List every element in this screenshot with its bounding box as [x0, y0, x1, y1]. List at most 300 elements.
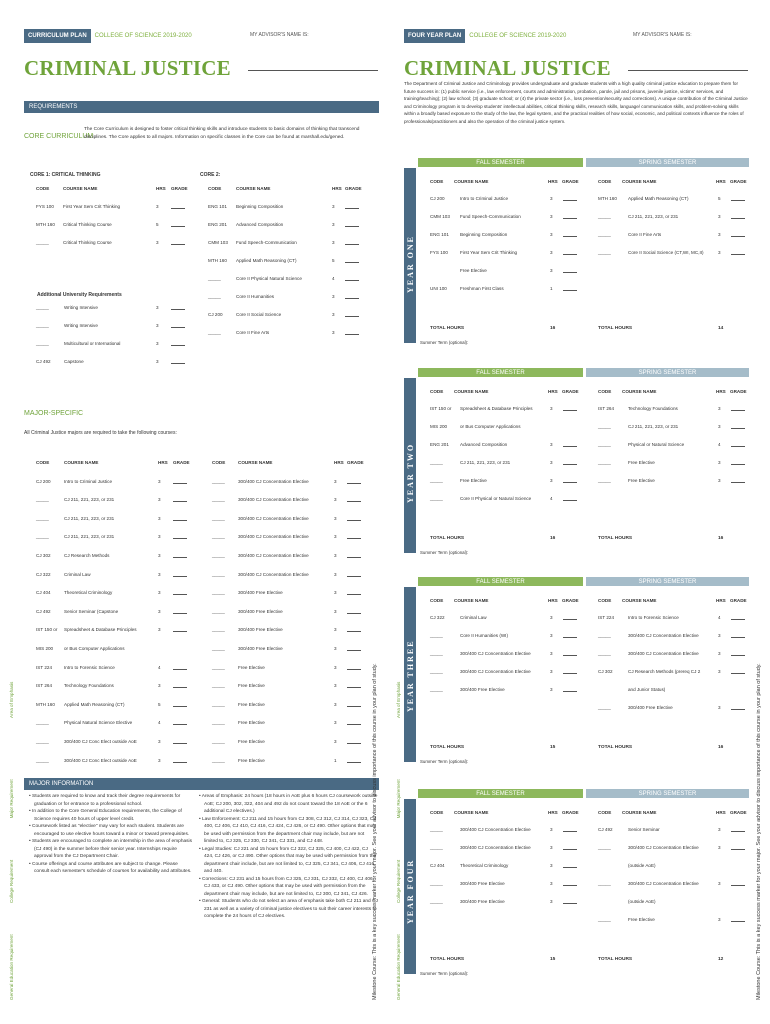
grade-field[interactable] — [731, 214, 745, 219]
course-hours: 3 — [550, 196, 553, 201]
grade-field[interactable] — [563, 827, 577, 832]
course-hours: 3 — [158, 683, 161, 689]
course-hours: 3 — [334, 739, 337, 744]
grade-field[interactable] — [173, 739, 187, 744]
course-hours: 3 — [550, 478, 553, 483]
major-info-bar: MAJOR INFORMATION — [24, 778, 379, 790]
table-row — [36, 204, 186, 212]
course-name: Writing Intensive — [64, 323, 98, 328]
grade-field[interactable] — [731, 250, 745, 255]
header-col_course: COURSE NAME — [454, 389, 489, 394]
summer-term-label: Summer Term (optional): — [420, 340, 469, 345]
course-code: CJ 302 — [598, 669, 613, 674]
course-hours: 3 — [158, 515, 161, 521]
plan-row — [588, 705, 748, 713]
course-hours: 3 — [718, 845, 721, 850]
course-name: Theoretical Criminology — [460, 863, 509, 868]
course-code: IST 224 — [36, 664, 53, 670]
header-col_code: CODE — [36, 186, 50, 191]
table-row — [36, 739, 204, 747]
course-name: 300/400 CJ Concentration Elective — [238, 497, 309, 503]
course-hours: 3 — [156, 359, 159, 364]
grade-field[interactable] — [171, 204, 185, 209]
plan-row — [420, 406, 580, 414]
grade-field[interactable] — [347, 479, 361, 484]
grade-field[interactable] — [347, 534, 361, 539]
course-name: Multicultural or International — [64, 341, 121, 346]
table-row — [208, 312, 373, 320]
course-code: _____ — [598, 705, 611, 710]
course-name: Critical Thinking Course — [63, 240, 112, 245]
course-hours: 3 — [718, 669, 721, 674]
grade-field[interactable] — [347, 627, 361, 632]
grade-field[interactable] — [731, 460, 745, 465]
table-header-row — [420, 810, 580, 818]
course-hours: 3 — [334, 553, 337, 558]
bullet-dot: • — [29, 794, 33, 799]
course-hours: 3 — [334, 646, 337, 651]
advisor-name-line[interactable] — [248, 70, 378, 71]
major-left-table — [36, 460, 204, 763]
grade-field[interactable] — [731, 669, 745, 674]
grade-field[interactable] — [173, 479, 187, 484]
grade-field[interactable] — [173, 590, 187, 595]
header-col_course: COURSE NAME — [622, 598, 657, 603]
summer-term-label: Summer Term (optional): — [420, 550, 469, 555]
grade-field[interactable] — [563, 214, 577, 219]
course-hours: 3 — [550, 633, 553, 638]
total-hours-label: TOTAL HOURS — [598, 326, 633, 331]
plan-row — [588, 917, 748, 925]
course-name: 300/400 CJ Concentration Elective — [460, 669, 531, 674]
grade-field[interactable] — [731, 881, 745, 886]
bullet-dot: • — [199, 816, 203, 822]
course-code: CJ 200 — [36, 478, 51, 484]
grade-field[interactable] — [563, 196, 577, 201]
grade-field[interactable] — [731, 442, 745, 447]
summer-term-label: Summer Term (optional): — [420, 971, 469, 976]
grade-field[interactable] — [347, 646, 361, 651]
grade-field[interactable] — [347, 758, 361, 763]
course-hours: 3 — [334, 608, 337, 614]
grade-field[interactable] — [173, 609, 187, 614]
course-hours: 3 — [158, 497, 161, 503]
grade-field[interactable] — [563, 478, 577, 483]
table-row — [36, 479, 204, 487]
course-name: Free Elective — [628, 478, 655, 483]
header-col_hrs: HRS — [548, 598, 558, 603]
course-code: _____ — [212, 478, 225, 484]
course-hours: 3 — [334, 701, 337, 707]
table-row — [212, 497, 372, 505]
course-name: or Bus Computer Applications — [64, 646, 125, 651]
grade-field[interactable] — [563, 845, 577, 850]
year-label-text: YEAR FOUR — [406, 858, 415, 924]
course-hours: 3 — [158, 571, 161, 577]
course-name: First Year Sem Crit Thinking — [63, 204, 121, 209]
grade-field[interactable] — [563, 496, 577, 501]
grade-field[interactable] — [563, 651, 577, 656]
plan-row — [420, 633, 580, 641]
course-code: MTH 160 — [598, 196, 617, 201]
course-name: Intro to Forensic Science — [628, 615, 679, 620]
grade-field[interactable] — [171, 222, 185, 227]
header-col_grade: GRADE — [345, 186, 362, 191]
table-header-row — [588, 179, 748, 187]
fall-semester-header: FALL SEMESTER — [418, 368, 583, 377]
header-col_code: CODE — [430, 598, 444, 603]
legend-gen-ed: General Education Requirement — [9, 934, 14, 1000]
grade-field[interactable] — [345, 258, 359, 263]
grade-field[interactable] — [347, 497, 361, 502]
table-row — [36, 323, 186, 331]
grade-field[interactable] — [731, 615, 745, 620]
header-col_hrs: HRS — [716, 598, 726, 603]
header-col_course: COURSE NAME — [63, 186, 98, 191]
header-col_grade: GRADE — [562, 179, 579, 184]
course-hours: 3 — [334, 664, 337, 670]
core-curriculum-label: CORE CURRICULUM — [24, 133, 94, 140]
table-header-row — [36, 460, 204, 468]
grade-field[interactable] — [563, 687, 577, 692]
grade-field[interactable] — [171, 359, 185, 364]
plan-row — [588, 478, 748, 486]
course-code: MTH 160 — [36, 222, 55, 227]
course-code: IST 224 — [598, 615, 615, 620]
grade-field[interactable] — [563, 460, 577, 465]
grade-field[interactable] — [347, 590, 361, 595]
total-hours-value: 16 — [550, 326, 556, 331]
header-col_grade: GRADE — [347, 460, 364, 465]
grade-field[interactable] — [173, 553, 187, 558]
plan-row — [588, 214, 748, 222]
course-code: ENG 201 — [430, 442, 449, 447]
grade-field[interactable] — [563, 899, 577, 904]
plan-row — [588, 232, 748, 240]
course-code: _____ — [598, 214, 611, 219]
table-row — [36, 702, 204, 710]
plan-row — [588, 669, 748, 677]
course-code: _____ — [430, 478, 443, 483]
total-hours-value: 15 — [550, 745, 556, 750]
college-label-right: COLLEGE OF SCIENCE 2019-2020 — [469, 33, 567, 39]
course-name: Senior Seminar (Capstone — [64, 608, 119, 614]
course-name: 300/400 CJ Concentration Elective — [628, 651, 699, 656]
grade-field[interactable] — [347, 609, 361, 614]
course-hours: 3 — [332, 294, 335, 299]
total-hours-value: 16 — [550, 536, 556, 541]
header-col_course: COURSE NAME — [454, 598, 489, 603]
four-year-plan-tag: FOUR YEAR PLAN — [404, 29, 465, 43]
plan-row — [420, 687, 580, 695]
bullet-text: Corrections: CJ 231 and 15 hours from CJ 325, CJ 331, CJ 332, CJ 400, CJ 406, CJ 433, or CJ 490. Other options that may be used with permission from the department chair may include, but are not limited to, CJ 300, CJ 341, CJ 426. — [202, 876, 374, 897]
total-hours-label: TOTAL HOURS — [430, 326, 465, 331]
course-code: _____ — [430, 460, 443, 465]
course-name: 300/400 CJ Concentration Elective — [460, 845, 531, 850]
course-name: 300/400 Free Elective — [460, 881, 505, 886]
course-hours: 3 — [334, 534, 337, 540]
course-code: _____ — [36, 341, 49, 346]
grade-field[interactable] — [731, 845, 745, 850]
course-name: 300/400 Free Elective — [460, 687, 505, 692]
course-code: _____ — [598, 442, 611, 447]
grade-field[interactable] — [173, 683, 187, 688]
bullet-dot: • — [199, 794, 202, 799]
grade-field[interactable] — [173, 665, 187, 670]
grade-field[interactable] — [563, 881, 577, 886]
bullet-dot: • — [199, 899, 203, 904]
plan-row — [588, 250, 748, 258]
course-name: Core II Physical or Natural Science — [460, 496, 532, 501]
table-row — [36, 572, 204, 580]
course-hours: 3 — [550, 881, 553, 886]
course-code: _____ — [430, 669, 443, 674]
plan-row — [588, 442, 748, 450]
total-row — [420, 745, 580, 753]
plan-row — [420, 615, 580, 623]
course-name: Freshman First Class — [460, 286, 504, 291]
grade-field[interactable] — [347, 702, 361, 707]
course-code: _____ — [212, 739, 225, 744]
program-intro: The Department of Criminal Justice and Criminology provides undergraduate and graduate students with a high quality criminal justice education to prepare them for future success in: (1) public service (i.e., law enforcement, courts and administration, probation, parole, jail and prisons, juvenile justice, victims' services, and training/teaching); (2) law school; (3) graduate school; or (4) the private sector (i.e., loss prevention/security and corrections). A unique contribution of the Criminal Justice and Criminology program is to develop students' intellectual abilities, critical thinking skills, research skills, language/ communication skills, and problem-solving skills within a broadly based exposure to the study of the law, the legal system, and the practical realities of how social, economic, and political contexts influence the roles of professionals/practitioners and also the operation of the criminal justice system. — [404, 81, 748, 124]
fall-semester-header: FALL SEMESTER — [418, 577, 583, 586]
plan-row — [420, 286, 580, 294]
course-name: Criminal Law — [460, 615, 487, 620]
course-name: 300/400 CJ Concentration Elective — [238, 553, 309, 558]
course-hours: 3 — [718, 917, 721, 922]
grade-field[interactable] — [173, 720, 187, 725]
course-name: Applied Math Reasoning (CT) — [64, 701, 125, 707]
spring-semester-header: SPRING SEMESTER — [586, 368, 749, 377]
course-code: CJ 322 — [36, 571, 51, 577]
grade-field[interactable] — [731, 633, 745, 638]
course-code: _____ — [36, 534, 49, 540]
plan-row — [420, 250, 580, 258]
header-col_hrs: HRS — [548, 179, 558, 184]
course-hours: 3 — [158, 534, 161, 540]
grade-field[interactable] — [731, 478, 745, 483]
course-code: _____ — [430, 845, 443, 850]
grade-field[interactable] — [173, 497, 187, 502]
course-name: Core II Physical Natural Science — [236, 276, 302, 281]
table-row — [208, 258, 373, 266]
grade-field[interactable] — [173, 758, 187, 763]
course-code: MIS 200 — [36, 646, 54, 651]
course-name: CJ 211, 221, 223, or 231 — [628, 424, 679, 429]
grade-field[interactable] — [347, 553, 361, 558]
course-code: UNI 100 — [430, 286, 447, 291]
plan-row — [588, 899, 748, 907]
grade-field[interactable] — [345, 204, 359, 209]
grade-field[interactable] — [731, 917, 745, 922]
grade-field[interactable] — [173, 702, 187, 707]
grade-field[interactable] — [347, 739, 361, 744]
grade-field[interactable] — [731, 651, 745, 656]
course-hours: 3 — [550, 845, 553, 850]
grade-field[interactable] — [173, 572, 187, 577]
bullet-text: Coursework listed as "elective" may vary for each student. Students are encouraged to use elective hours toward a minor or toward prerequisites. — [32, 824, 190, 837]
grade-field[interactable] — [563, 442, 577, 447]
course-name: 300/400 Free Elective — [628, 705, 673, 710]
course-code: _____ — [212, 664, 225, 670]
grade-field[interactable] — [173, 627, 187, 632]
bullet-text: Students are encouraged to complete an internship in the area of emphasis (CJ 490) in the summer before their senior year. Internships require approval from the CJ Department Chair. — [32, 839, 193, 859]
course-code: _____ — [598, 651, 611, 656]
table-header-row — [588, 598, 748, 606]
grade-field[interactable] — [347, 683, 361, 688]
college-label: COLLEGE OF SCIENCE 2019-2020 — [94, 33, 192, 39]
header-col_course: COURSE NAME — [622, 389, 657, 394]
table-row — [36, 627, 204, 635]
grade-field[interactable] — [563, 406, 577, 411]
course-name: Intro to Criminal Justice — [64, 478, 112, 484]
table-row — [208, 240, 373, 248]
total-row — [420, 326, 580, 334]
grade-field[interactable] — [347, 572, 361, 577]
course-hours: 3 — [156, 323, 159, 328]
grade-field[interactable] — [731, 232, 745, 237]
table-row — [212, 553, 372, 561]
course-hours: 3 — [550, 615, 553, 620]
course-name: Free Elective — [628, 917, 655, 922]
bullet-text: Legal Studies: CJ 221 and 15 hours from CJ 322, CJ 325, CJ 400, CJ 422, CJ 424, CJ 426, or CJ 490. Other options that may be used with permission from the department chair include, but are not limited to, CJ 325, CJ 341, CJ 406, CJ 416, and 440. — [202, 846, 377, 874]
milestone-note-left: Milestone Course: This is a key success marker for your major. See your advisor to discuss importance of this course in your plan of study. — [372, 663, 378, 1000]
header-col_code: CODE — [598, 598, 612, 603]
year-block-2 — [404, 368, 749, 563]
core-description: The Core Curriculum is designed to foster critical thinking skills and introduce students to basic domains of thinking that transcend disciplines. The Core applies to all majors. Information on specific classes in the Core can be found at marshall.edu/gened. — [84, 127, 360, 140]
plan-row — [420, 651, 580, 659]
year-block-1 — [404, 158, 749, 353]
major-info-left — [28, 793, 193, 876]
grade-field[interactable] — [563, 633, 577, 638]
grade-field[interactable] — [347, 516, 361, 521]
grade-field[interactable] — [731, 406, 745, 411]
table-row — [212, 720, 372, 728]
table-row — [212, 572, 372, 580]
grade-field[interactable] — [563, 286, 577, 291]
grade-field[interactable] — [563, 615, 577, 620]
course-hours: 3 — [550, 250, 553, 255]
course-code: _____ — [430, 651, 443, 656]
course-name: 300/400 CJ Concentration Elective — [238, 515, 309, 521]
grade-field[interactable] — [173, 534, 187, 539]
course-hours: 5 — [156, 222, 159, 227]
course-hours: 3 — [718, 651, 721, 656]
header-col_grade: GRADE — [171, 186, 188, 191]
milestone-note-right: Milestone Course: This is a key success marker for your major. See your advisor to discuss importance of this course in your plan of study. — [756, 663, 762, 1000]
info-bullet — [28, 793, 193, 808]
course-name: Free Elective — [238, 701, 265, 707]
total-hours-label: TOTAL HOURS — [430, 745, 465, 750]
fall-semester-header: FALL SEMESTER — [418, 789, 583, 798]
course-name: 300/400 CJ Conc Elect outside AoE — [64, 757, 137, 763]
course-hours: 3 — [550, 827, 553, 832]
plan-row — [420, 196, 580, 204]
header-col_hrs: HRS — [548, 389, 558, 394]
table-header-row — [588, 810, 748, 818]
grade-field[interactable] — [171, 240, 185, 245]
grade-field[interactable] — [171, 323, 185, 328]
course-code: CJ 302 — [36, 553, 51, 558]
course-code: MTH 160 — [36, 701, 55, 707]
year-block-3 — [404, 577, 749, 772]
course-code: ENG 201 — [208, 222, 227, 227]
legend-emphasis-right: Area of Emphasis — [396, 681, 401, 718]
grade-field[interactable] — [171, 341, 185, 346]
grade-field[interactable] — [563, 250, 577, 255]
course-name: Free Elective — [628, 460, 655, 465]
plan-row — [588, 615, 748, 623]
legend-emphasis: Area of Emphasis — [9, 681, 14, 718]
grade-field[interactable] — [731, 424, 745, 429]
info-bullet — [198, 846, 378, 876]
header-col_course: COURSE NAME — [236, 186, 271, 191]
course-name: Applied Math Reasoning (CT) — [628, 196, 689, 201]
course-code: _____ — [430, 881, 443, 886]
course-code: _____ — [598, 460, 611, 465]
course-name: CJ 211, 221, 223, or 231 — [64, 497, 115, 503]
grade-field[interactable] — [345, 330, 359, 335]
course-hours: 3 — [156, 341, 159, 346]
grade-field[interactable] — [731, 196, 745, 201]
grade-field[interactable] — [563, 863, 577, 868]
grade-field[interactable] — [345, 312, 359, 317]
grade-field[interactable] — [345, 294, 359, 299]
grade-field[interactable] — [731, 705, 745, 710]
right-header — [404, 29, 566, 43]
course-hours: 3 — [156, 240, 159, 245]
advisor-name-line-right[interactable] — [628, 70, 748, 71]
grade-field[interactable] — [563, 232, 577, 237]
course-code: _____ — [430, 899, 443, 904]
course-name: Free Elective — [460, 268, 487, 273]
table-row — [208, 330, 373, 338]
course-hours: 3 — [550, 899, 553, 904]
table-row — [36, 305, 186, 313]
grade-field[interactable] — [173, 516, 187, 521]
info-bullet — [28, 808, 193, 823]
major-info-right — [198, 793, 378, 921]
grade-field[interactable] — [345, 240, 359, 245]
plan-row — [588, 406, 748, 414]
grade-field[interactable] — [347, 665, 361, 670]
header-col_hrs: HRS — [548, 810, 558, 815]
course-name: Capstone — [64, 359, 84, 364]
grade-field[interactable] — [347, 720, 361, 725]
table-header-row — [420, 179, 580, 187]
legend-gen-ed-right: General Education Requirement — [396, 934, 401, 1000]
table-row — [36, 341, 186, 349]
bullet-text: Students are required to know and track their degree requirements for graduation or for entrance to a professional school. — [32, 794, 181, 807]
plan-row — [420, 845, 580, 853]
grade-field[interactable] — [563, 669, 577, 674]
year-block-4 — [404, 789, 749, 984]
course-name: Core II Humanities (WI) — [460, 633, 508, 638]
grade-field[interactable] — [731, 827, 745, 832]
plan-row — [588, 845, 748, 853]
plan-row — [588, 460, 748, 468]
header-col_grade: GRADE — [562, 389, 579, 394]
plan-row — [420, 863, 580, 871]
table-row — [36, 665, 204, 673]
grade-field[interactable] — [345, 276, 359, 281]
total-hours-value: 16 — [718, 745, 724, 750]
course-name: 300/400 CJ Conc Elect outside AoE — [64, 739, 137, 744]
grade-field[interactable] — [171, 305, 185, 310]
course-name: CJ 211, 221, 223, or 231 — [64, 515, 115, 521]
grade-field[interactable] — [345, 222, 359, 227]
grade-field[interactable] — [563, 268, 577, 273]
